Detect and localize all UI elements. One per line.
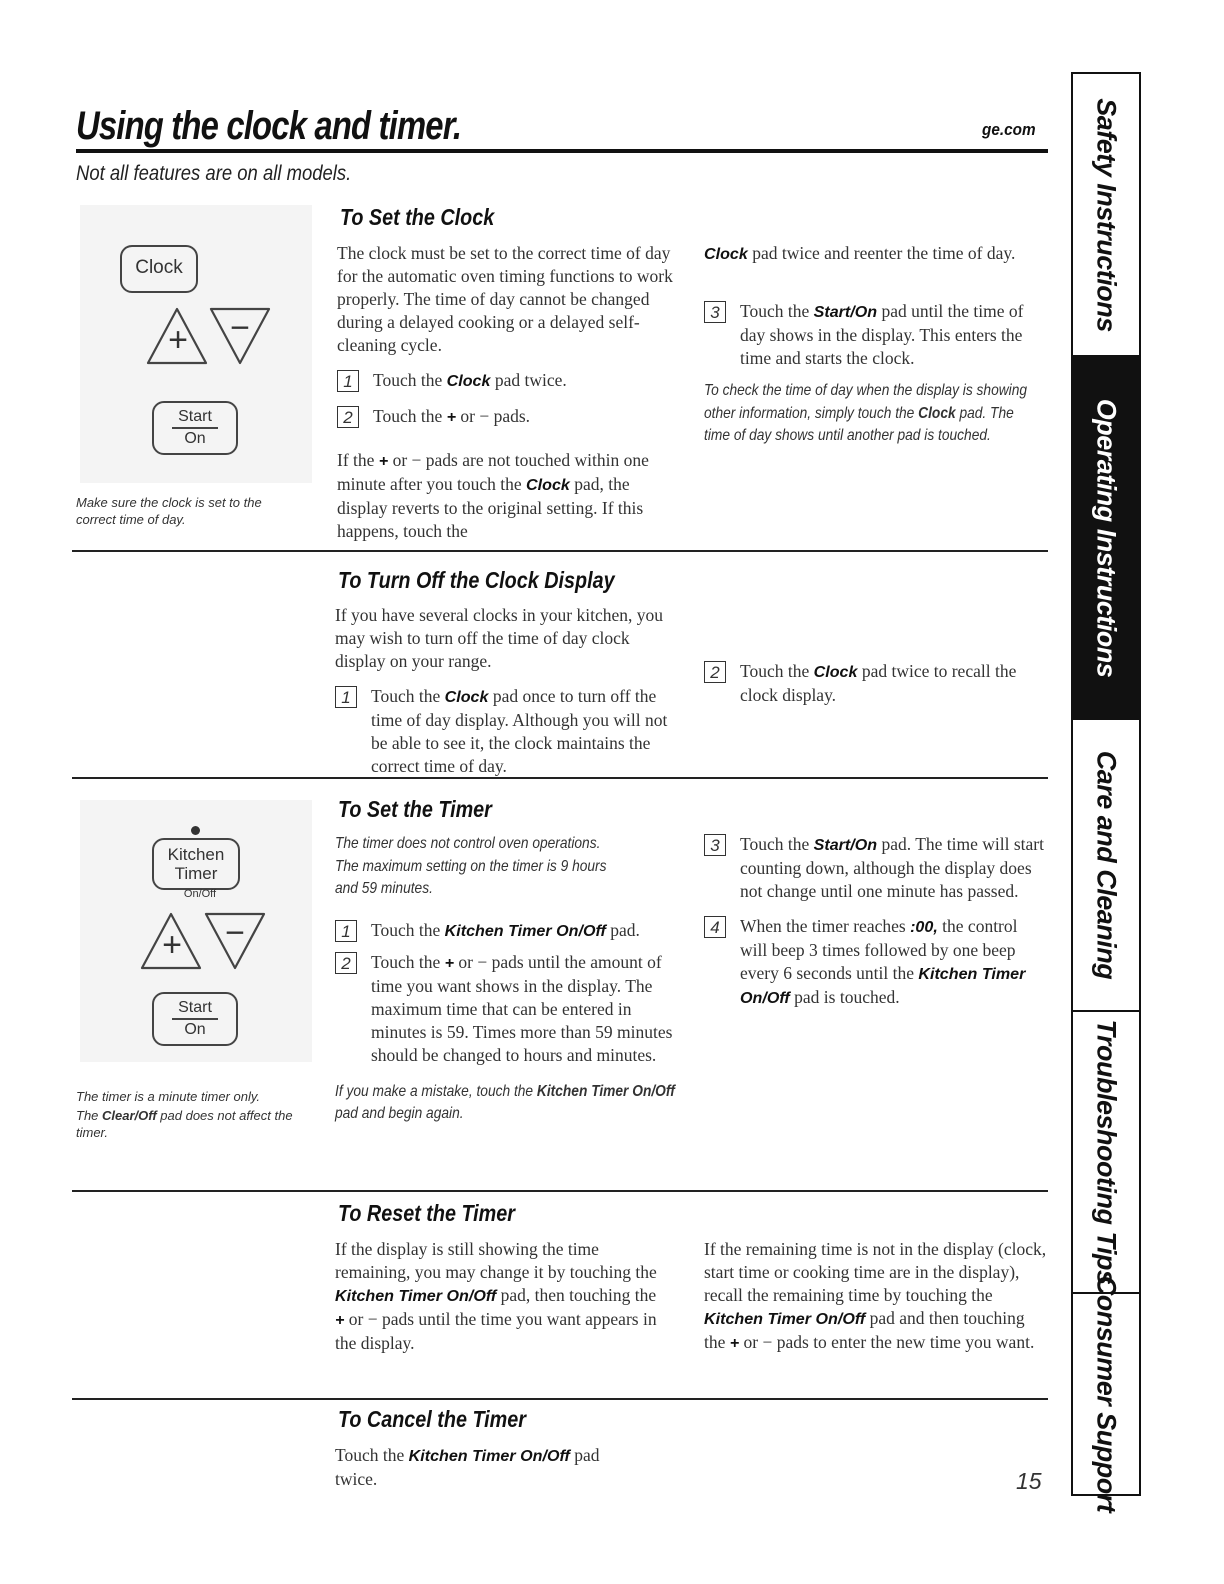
set-clock-intro: The clock must be set to the correct time of day for the automatic oven timing functions to work properly. The time of day cannot be changed during a delayed cooking or a delayed self-cleaning cycle. bbox=[337, 243, 673, 355]
set-timer-step-4: 4 When the timer reaches :00, the control will beep 3 times followed by one beep every 6 seconds until the Kitchen Timer On/Off pad is touched. bbox=[704, 915, 1044, 1010]
timer-caption: The timer is a minute timer only. The Clear/Off pad does not affect the timer. bbox=[76, 1089, 293, 1140]
step-number: 3 bbox=[704, 301, 726, 323]
tab-operating-instructions[interactable] bbox=[1073, 357, 1139, 720]
set-clock-title: To Set the Clock bbox=[340, 204, 495, 230]
tab-label: Consumer Support bbox=[1091, 1275, 1122, 1513]
set-clock-note: If the + or − pads are not touched within one minute after you touch the Clock pad, the display reverts to the original setting. If this happens, touch the bbox=[337, 450, 649, 541]
step-number: 4 bbox=[704, 916, 726, 938]
on-label: On bbox=[184, 1020, 206, 1038]
tab-label: Care and Cleaning bbox=[1091, 750, 1122, 980]
tab-label: Operating Instructions bbox=[1091, 398, 1122, 677]
step-number: 1 bbox=[335, 920, 357, 942]
section-divider bbox=[72, 1190, 1048, 1192]
set-clock-note-cont: Clock pad twice and reenter the time of day. bbox=[704, 243, 1016, 263]
turn-off-col1 bbox=[335, 604, 680, 778]
set-clock-col2b bbox=[704, 300, 1044, 448]
tab-consumer-support[interactable] bbox=[1073, 1275, 1139, 1513]
section-divider bbox=[72, 550, 1048, 552]
set-clock-step-1: 1 Touch the Clock pad twice. bbox=[337, 369, 677, 393]
step-number: 2 bbox=[337, 406, 359, 428]
reset-timer-title: To Reset the Timer bbox=[338, 1200, 515, 1226]
minus-label: − bbox=[230, 309, 250, 347]
set-timer-col2 bbox=[704, 833, 1044, 1010]
step-number: 1 bbox=[337, 370, 359, 392]
section-divider bbox=[72, 777, 1048, 779]
turn-off-intro: If you have several clocks in your kitchen, you may wish to turn off the time of day clock display on your range. bbox=[335, 605, 664, 671]
tab-safety-instructions[interactable] bbox=[1073, 74, 1139, 357]
page-subtitle: Not all features are on all models. bbox=[76, 162, 352, 185]
set-timer-title: To Set the Timer bbox=[338, 796, 492, 822]
on-off-label: On/Off bbox=[183, 888, 217, 900]
reset-timer-col1: If the display is still showing the time remaining, you may change it by touching the Kitchen Timer On/Off pad, then touching the + or − pads until the time you want appears in the display. bbox=[335, 1239, 657, 1353]
tab-label: Safety Instructions bbox=[1091, 97, 1122, 332]
clock-caption: Make sure the clock is set to the correct time of day. bbox=[76, 495, 262, 527]
indicator-dot bbox=[191, 826, 200, 835]
turn-off-step-1: 1 Touch the Clock pad once to turn off the time of day display. Although you will not be able to see it, the clock maintains the correct time of day. bbox=[335, 685, 680, 778]
turn-off-col2 bbox=[704, 660, 1044, 707]
start-label: Start bbox=[178, 408, 212, 425]
set-clock-step-2: 2 Touch the + or − pads. bbox=[337, 405, 677, 429]
clock-pad: Clock bbox=[120, 245, 198, 293]
set-clock-step-3: 3 Touch the Start/On pad until the time of day shows in the display. This enters the time and starts the clock. bbox=[704, 300, 1044, 370]
cancel-timer-text: Touch the Kitchen Timer On/Off pad twice. bbox=[335, 1445, 600, 1489]
plus-label: + bbox=[168, 321, 188, 359]
set-timer-step-3: 3 Touch the Start/On pad. The time will start counting down, although the display does not change until one minute has passed. bbox=[704, 833, 1044, 903]
set-timer-col1 bbox=[335, 833, 680, 1126]
side-tab-bar bbox=[1071, 72, 1141, 1513]
step-number: 2 bbox=[335, 952, 357, 974]
set-clock-tip: To check the time of day when the display is showing other information, simply touch the Clock pad. The time of day shows until another pad is touched. bbox=[704, 382, 1028, 444]
step-number: 1 bbox=[335, 686, 357, 708]
set-timer-step-2: 2 Touch the + or − pads until the amount of time you want shows in the display. The maximum time that can be entered in minutes is 59. Times more than 59 minutes should be changed to hours and minutes. bbox=[335, 951, 680, 1067]
set-timer-intro: The timer does not control oven operations. The maximum setting on the timer is 9 hours and 59 minutes. bbox=[335, 835, 607, 897]
turn-off-title: To Turn Off the Clock Display bbox=[338, 567, 615, 593]
site-url: ge.com bbox=[982, 120, 1036, 139]
page-title: Using the clock and timer. bbox=[76, 104, 462, 148]
minus-label: − bbox=[225, 914, 245, 952]
timer-control-panel bbox=[80, 800, 312, 1062]
set-clock-col1 bbox=[337, 242, 677, 543]
on-label: On bbox=[184, 429, 206, 447]
set-clock-col2 bbox=[704, 242, 1044, 266]
turn-off-step-2: 2 Touch the Clock pad twice to recall the clock display. bbox=[704, 660, 1044, 707]
start-on-pad bbox=[152, 992, 238, 1046]
section-divider bbox=[72, 1398, 1048, 1400]
step-number: 2 bbox=[704, 661, 726, 683]
set-timer-mistake: If you make a mistake, touch the Kitchen Timer On/Off pad and begin again. bbox=[335, 1082, 675, 1122]
set-timer-step-1: 1 Touch the Kitchen Timer On/Off pad. bbox=[335, 919, 680, 943]
tab-label: Troubleshooting Tips bbox=[1091, 1019, 1122, 1285]
kitchen-timer-pad bbox=[152, 838, 240, 890]
step-number: 3 bbox=[704, 834, 726, 856]
tab-troubleshooting-tips[interactable] bbox=[1073, 1012, 1139, 1294]
cancel-timer-title: To Cancel the Timer bbox=[338, 1406, 526, 1432]
plus-label: + bbox=[162, 926, 182, 964]
start-label: Start bbox=[178, 999, 212, 1016]
header-rule bbox=[76, 149, 1048, 153]
tab-care-and-cleaning[interactable] bbox=[1073, 720, 1139, 1012]
kitchen-label: Kitchen bbox=[167, 845, 225, 864]
start-on-pad bbox=[152, 401, 238, 455]
timer-label: Timer bbox=[174, 864, 218, 883]
reset-timer-col2: If the remaining time is not in the display (clock, start time or cooking time are in the display), recall the remaining time by touching the Kitchen Timer On/Off pad and then touching the + or − pads to enter the new time you want. bbox=[704, 1239, 1047, 1352]
page-number: 15 bbox=[1016, 1468, 1042, 1494]
clock-control-panel bbox=[80, 205, 312, 483]
